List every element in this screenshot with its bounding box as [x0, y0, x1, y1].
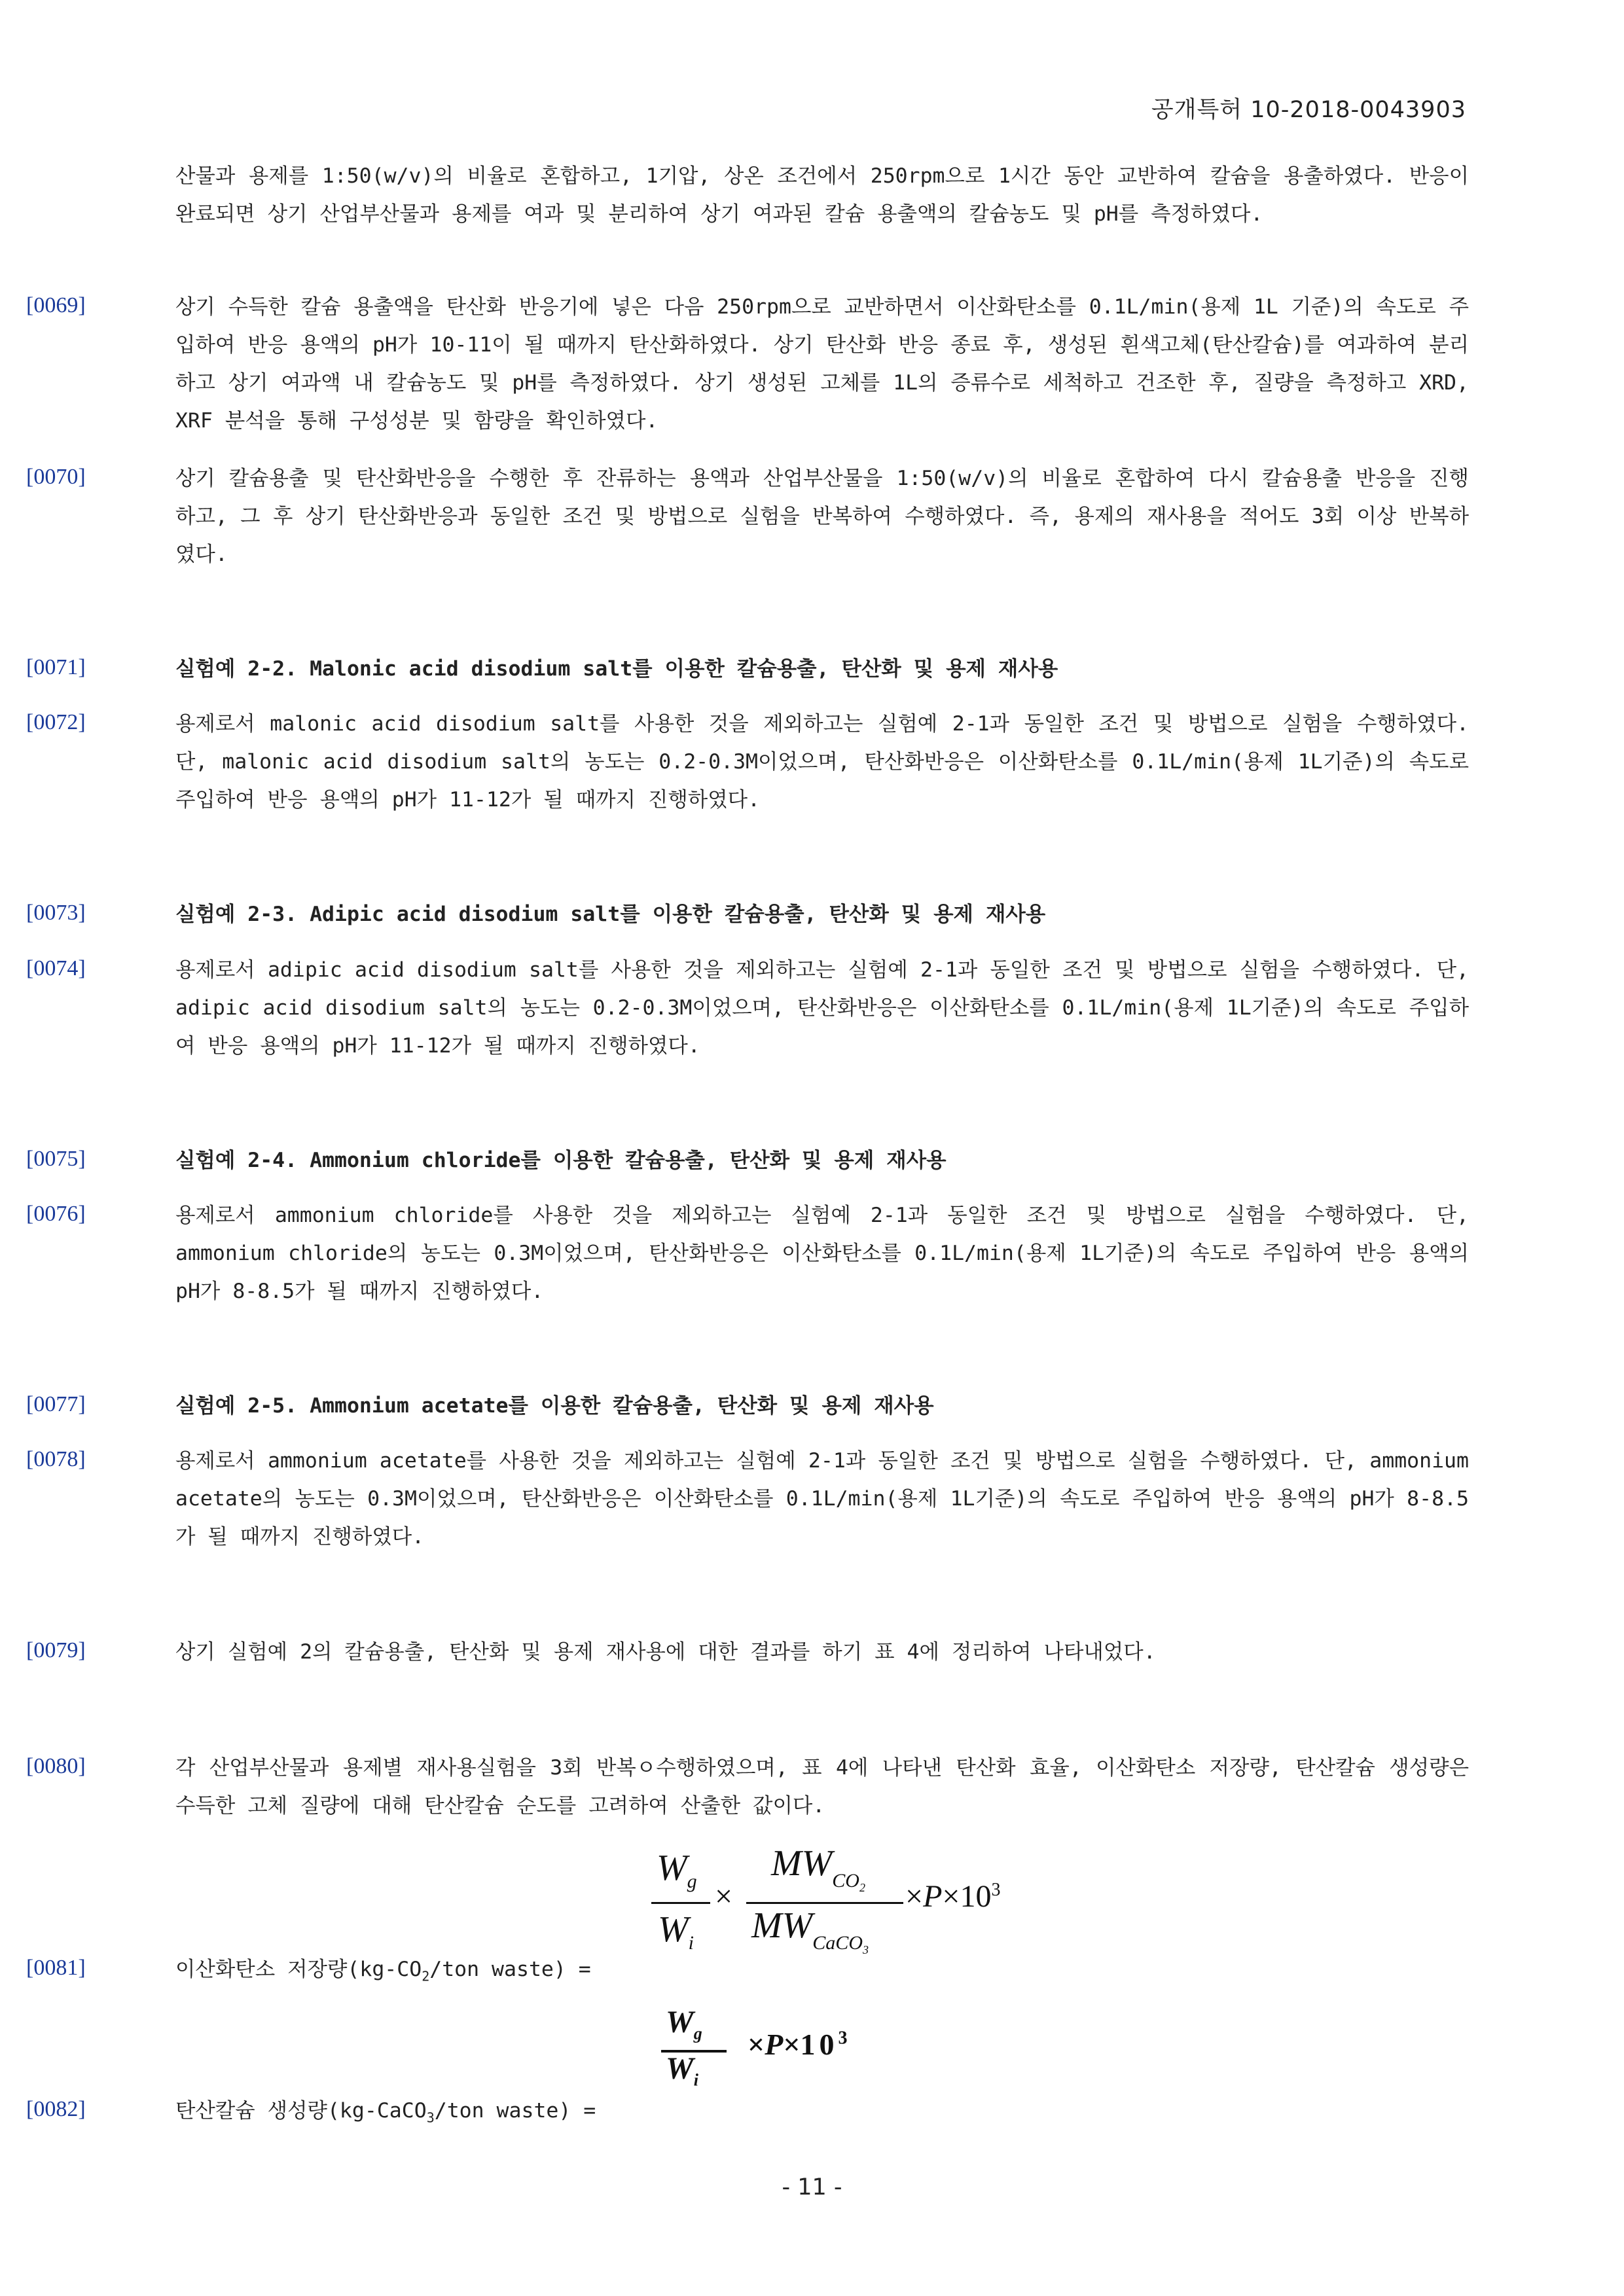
paragraph-number: [0078]: [26, 1447, 86, 1471]
section-heading: 실험예 2-3. Adipic acid disodium salt를 이용한 칼슘용출, 탄산화 및 용제 재사용: [175, 903, 1046, 926]
paragraph-number: [0073]: [26, 901, 86, 925]
paragraph-number: [0082]: [26, 2097, 86, 2121]
paragraph-text: 용제로서 ammonium acetate를 사용한 것을 제외하고는 실험예 2-1과 동일한 조건 및 방법으로 실험을 수행하였다. 단, ammonium acetate의 농도는 0.3M이었으며, 탄산화반응은 이산화탄소를 0.1L/min(용제 1L기준)의 속도로 주입하여 반응 용액의 pH가 8-8.5가 될 때까지 진행하였다.: [175, 1449, 1469, 1549]
paragraph-number: [0070]: [26, 465, 86, 489]
paragraph-text: 용제로서 adipic acid disodium salt를 사용한 것을 제외하고는 실험예 2-1과 동일한 조건 및 방법으로 실험을 수행하였다. 단, adipic acid disodium salt의 농도는 0.2-0.3M이었으며, 탄산화반응은 이산화탄소를 0.1L/min(용제 1L기준)의 속도로 주입하여 반응 용액의 pH가 11-12가 될 때까지 진행하였다.: [175, 958, 1469, 1058]
paragraph-text: 산물과 용제를 1:50(w/v)의 비율로 혼합하고, 1기압, 상온 조건에서 250rpm으로 1시간 동안 교반하여 칼슘을 용출하였다. 반응이 완료되면 상기 산업부산물과 용제를 여과 및 분리하여 상기 여과된 칼슘 용출액의 칼슘농도 및 pH를 측정하였다.: [175, 164, 1469, 226]
formula-label-caco3-production: 탄산칼슘 생성량(kg-CaCO$_3$/ton waste) =: [175, 2099, 596, 2126]
paragraph-text: 용제로서 ammonium chloride를 사용한 것을 제외하고는 실험예 2-1과 동일한 조건 및 방법으로 실험을 수행하였다. 단, ammonium chloride의 농도는 0.3M이었으며, 탄산화반응은 이산화탄소를 0.1L/min(용제 1L기준)의 속도로 주입하여 반응 용액의 pH가 8-8.5가 될 때까지 진행하였다.: [175, 1204, 1469, 1303]
paragraph-number: [0080]: [26, 1754, 86, 1778]
paragraph-text: 상기 수득한 칼슘 용출액을 탄산화 반응기에 넣은 다음 250rpm으로 교반하면서 이산화탄소를 0.1L/min(용제 1L 기준)의 속도로 주입하여 반응 용액의 pH가 10-11이 될 때까지 탄산화하였다. 상기 탄산화 반응 종료 후, 생성된 흰색고체(탄산칼슘)를 여과하여 분리하고 상기 여과액 내 칼슘농도 및 pH를 측정하였다. 상기 생성된 고체를 1L의 증류수로 세척하고 건조한 후, 질량을 측정하고 XRD, XRF 분석을 통해 구성성분 및 함량을 확인하였다.: [175, 295, 1469, 433]
paragraph-number: [0077]: [26, 1392, 86, 1416]
formula-label-co2-storage: 이산화탄소 저장량($kg-CO_2$/ton waste) =: [175, 1958, 591, 1984]
page-number: - 11 -: [782, 2174, 842, 2200]
paragraph-number: [0072]: [26, 710, 86, 734]
paragraph-number: [0076]: [26, 1202, 86, 1226]
section-heading: 실험예 2-4. Ammonium chloride를 이용한 칼슘용출, 탄산화 및 용제 재사용: [175, 1149, 947, 1172]
paragraph-number: [0069]: [26, 293, 86, 317]
patent-number-header: 공개특허 10-2018-0043903: [1151, 97, 1466, 123]
paragraph-text: 각 산업부산물과 용제별 재사용실험을 3회 반복ㅇ수행하였으며, 표 4에 나타낸 탄산화 효율, 이산화탄소 저장량, 탄산칼슘 생성량은 수득한 고체 질량에 대해 탄산칼슘 순도를 고려하여 산출한 값이다.: [175, 1756, 1469, 1818]
paragraph-number: [0081]: [26, 1956, 86, 1980]
paragraph-number: [0079]: [26, 1638, 86, 1662]
paragraph-number: [0075]: [26, 1147, 86, 1171]
paragraph-number: [0071]: [26, 655, 86, 679]
paragraph-number: [0074]: [26, 956, 86, 980]
section-heading: 실험예 2-2. Malonic acid disodium salt를 이용한 칼슘용출, 탄산화 및 용제 재사용: [175, 657, 1058, 681]
paragraph-text: 상기 실험예 2의 칼슘용출, 탄산화 및 용제 재사용에 대한 결과를 하기 표 4에 정리하여 나타내었다.: [175, 1640, 1156, 1664]
section-heading: 실험예 2-5. Ammonium acetate를 이용한 칼슘용출, 탄산화 및 용제 재사용: [175, 1394, 934, 1418]
paragraph-text: 상기 칼슘용출 및 탄산화반응을 수행한 후 잔류하는 용액과 산업부산물을 1:50(w/v)의 비율로 혼합하여 다시 칼슘용출 반응을 진행하고, 그 후 상기 탄산화반응과 동일한 조건 및 방법으로 실험을 반복하여 수행하였다. 즉, 용제의 재사용을 적어도 3회 이상 반복하였다.: [175, 467, 1469, 566]
paragraph-text: 용제로서 malonic acid disodium salt를 사용한 것을 제외하고는 실험예 2-1과 동일한 조건 및 방법으로 실험을 수행하였다. 단, malonic acid disodium salt의 농도는 0.2-0.3M이었으며, 탄산화반응은 이산화탄소를 0.1L/min(용제 1L기준)의 속도로 주입하여 반응 용액의 pH가 11-12가 될 때까지 진행하였다.: [175, 712, 1469, 812]
